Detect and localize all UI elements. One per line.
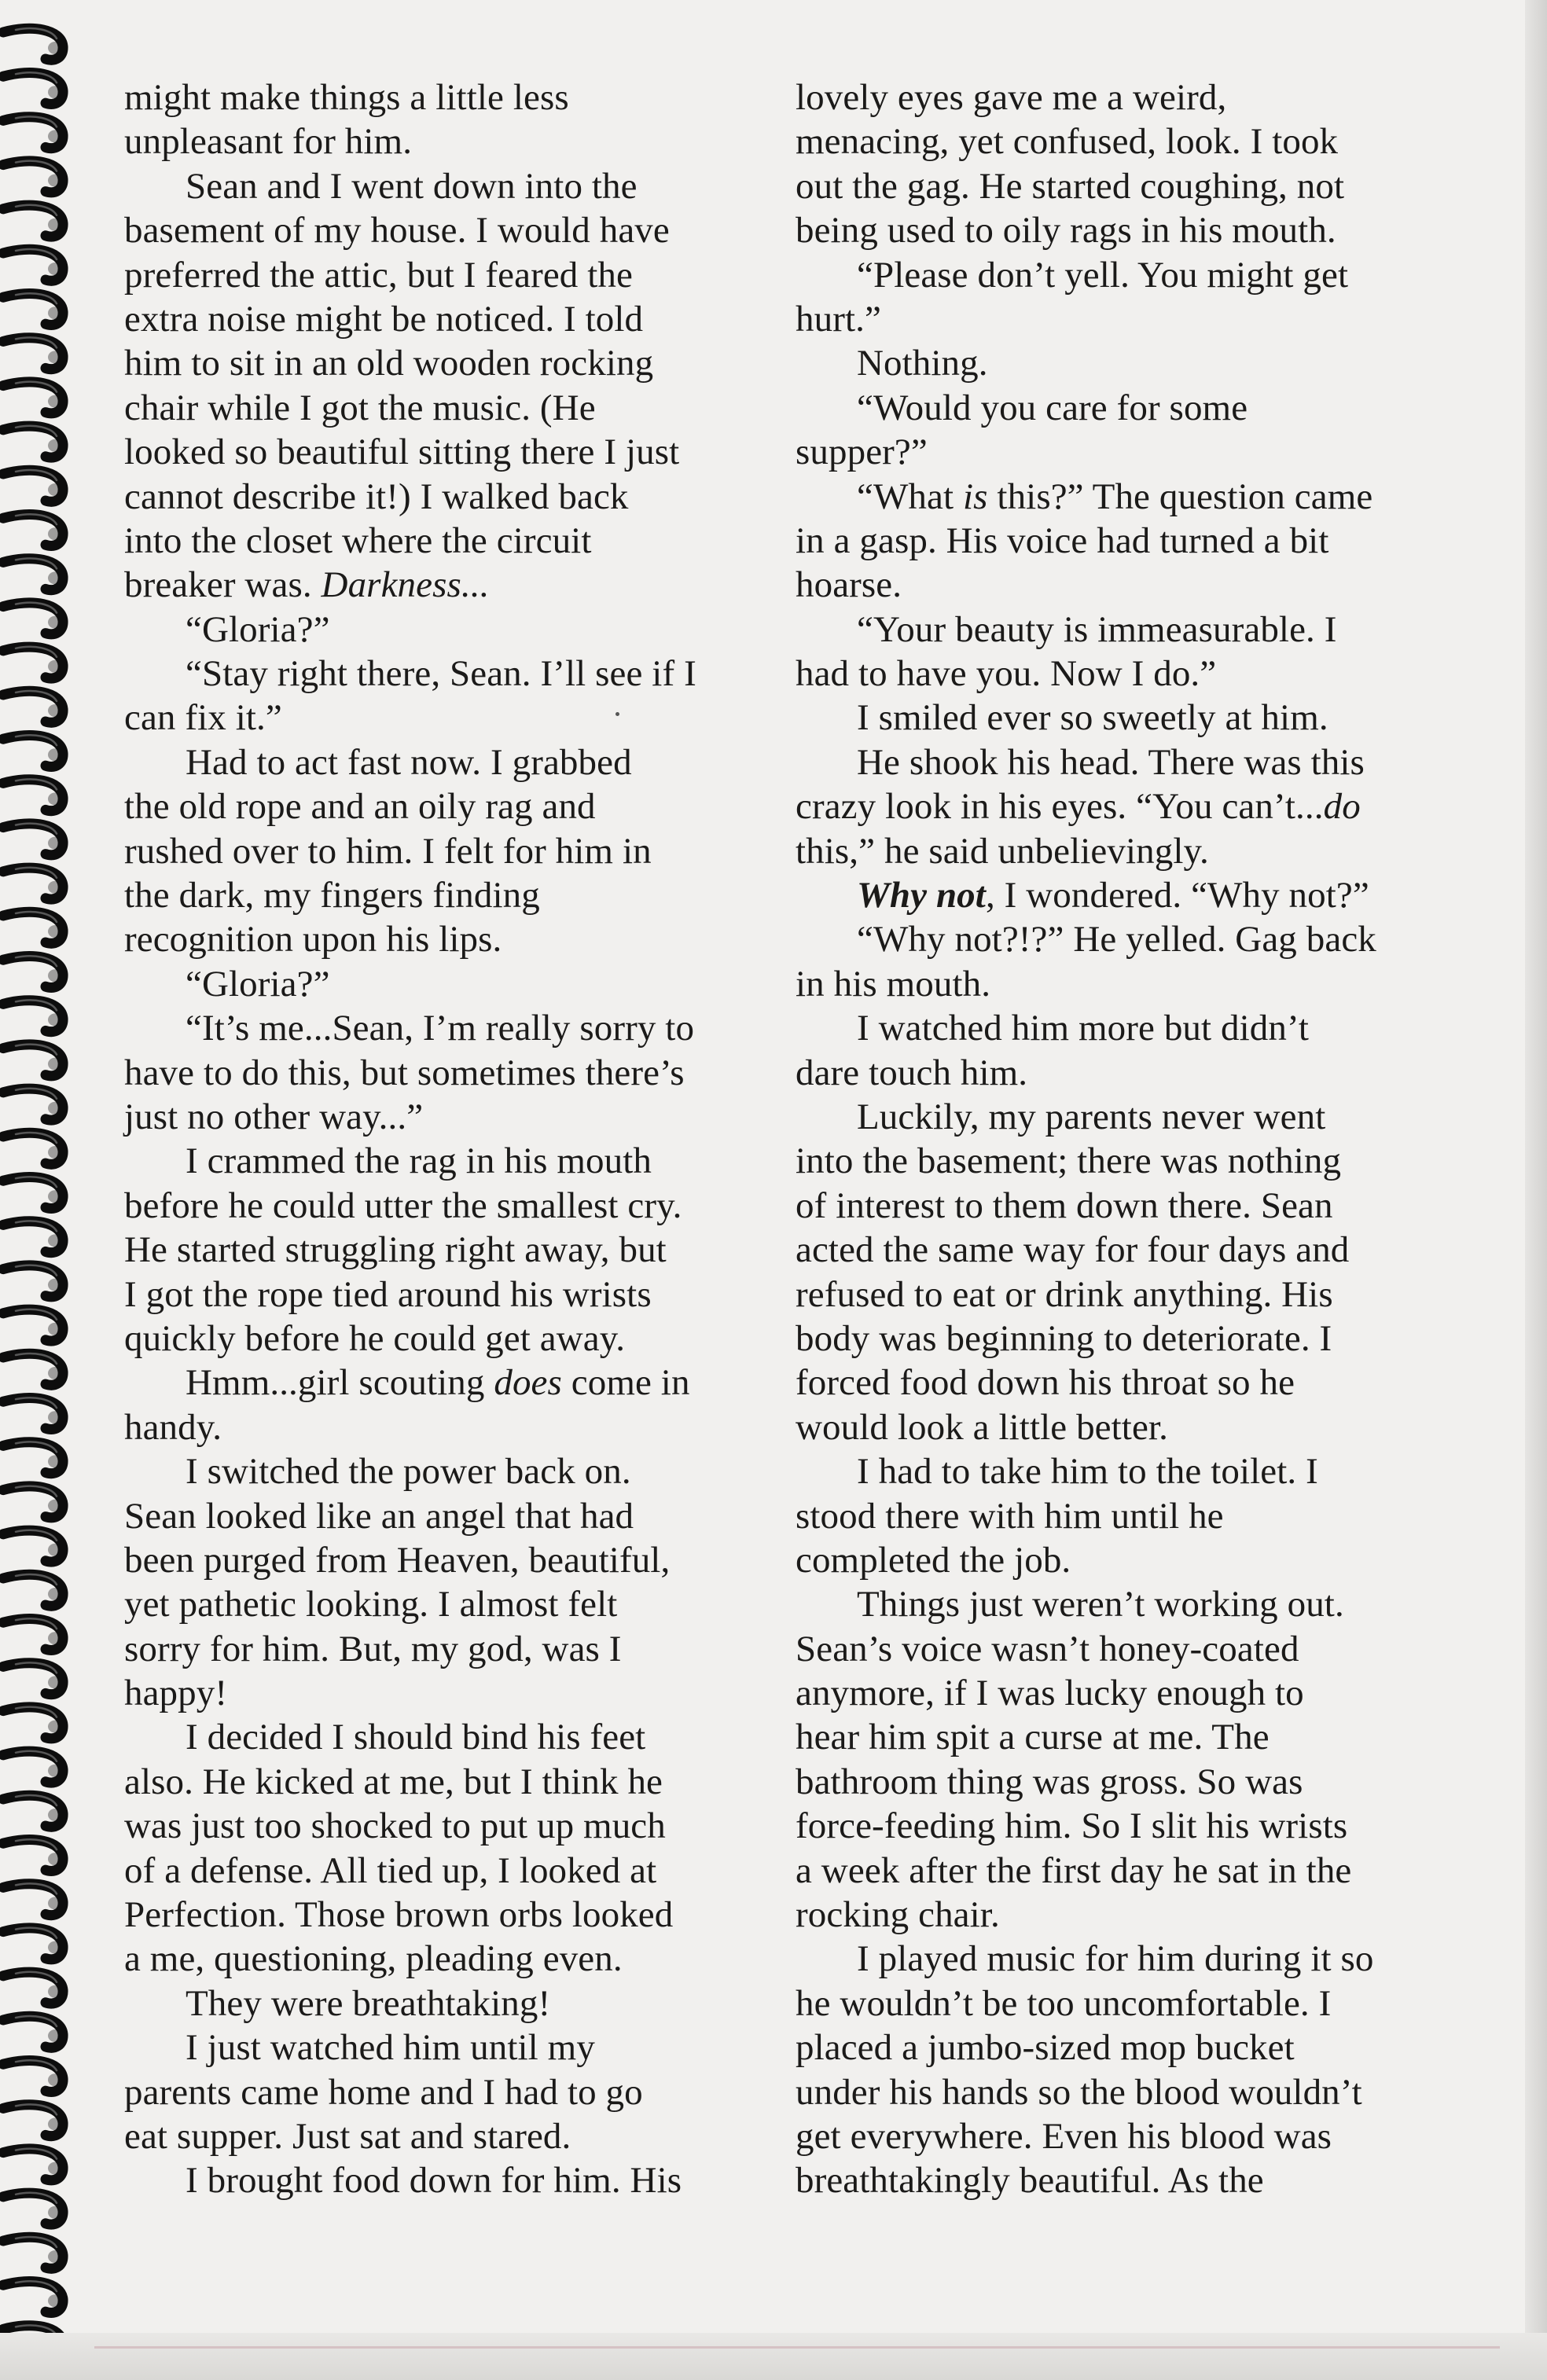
text-line <box>124 341 777 385</box>
text-line <box>124 652 777 696</box>
text-line <box>124 1715 777 1759</box>
text-segment: breaker was. <box>124 564 322 606</box>
text-line <box>796 1405 1472 1449</box>
binding-coil <box>3 2237 63 2268</box>
binding-coil <box>3 1442 63 1473</box>
text-line <box>124 1006 777 1050</box>
text-line <box>796 563 1472 607</box>
binding-coil <box>3 470 63 501</box>
text-segment: eat supper. Just sat and stared. <box>124 2115 571 2157</box>
binding-coil <box>3 1972 63 2004</box>
binding-coil <box>3 72 63 104</box>
text-line <box>796 519 1472 563</box>
binding-coil <box>3 1839 63 1871</box>
text-segment: sorry for him. But, my god, was I <box>124 1628 622 1669</box>
text-line <box>124 386 777 430</box>
text-segment: “Why not?!?” He yelled. Gag back <box>857 919 1376 960</box>
text-line <box>124 1449 777 1493</box>
text-segment: being used to oily rags in his mouth. <box>796 210 1336 252</box>
text-line <box>796 652 1472 696</box>
text-line <box>124 1317 777 1361</box>
binding-coil <box>3 1928 63 1959</box>
text-segment: I just watched him until my <box>186 2027 595 2069</box>
binding-coil <box>3 647 63 678</box>
text-segment: is <box>963 476 988 517</box>
text-segment: stood there with him until he <box>796 1495 1224 1537</box>
binding-coil <box>3 28 63 60</box>
text-line <box>796 873 1472 917</box>
text-segment: I switched the power back on. <box>186 1451 631 1493</box>
text-line <box>796 1671 1472 1715</box>
text-segment: had to have you. Now I do.” <box>796 653 1217 695</box>
text-segment: parents came home and I had to go <box>124 2071 643 2113</box>
text-line <box>124 1095 777 1139</box>
text-line <box>124 119 777 163</box>
binding-coil <box>3 1662 63 1694</box>
binding-coil <box>3 1795 63 1827</box>
text-line <box>796 1494 1472 1538</box>
text-segment: extra noise might be noticed. I told <box>124 298 644 340</box>
text-line <box>124 1582 777 1626</box>
text-segment: get everywhere. Even his blood was <box>796 2115 1332 2157</box>
text-line <box>124 1538 777 1582</box>
text-line <box>124 1273 777 1317</box>
text-line <box>124 740 777 784</box>
text-line <box>124 1849 777 1893</box>
text-segment: the old rope and an oily rag and <box>124 786 596 828</box>
text-line <box>796 1051 1472 1095</box>
text-segment: “Gloria?” <box>186 608 330 650</box>
text-segment: under his hands so the blood wouldn’t <box>796 2071 1362 2113</box>
text-segment: of a defense. All tied up, I looked at <box>124 1849 657 1891</box>
binding-coil <box>3 1045 63 1076</box>
text-segment: been purged from Heaven, beautiful, <box>124 1539 671 1581</box>
text-line <box>796 1893 1472 1937</box>
binding-coil <box>3 2060 63 2092</box>
binding-coil <box>3 382 63 413</box>
text-line <box>124 1893 777 1937</box>
text-segment: recognition upon his lips. <box>124 919 502 960</box>
text-segment: “Stay right there, Sean. I’ll see if I <box>186 653 696 695</box>
text-segment: Had to act fast now. I grabbed <box>186 741 632 783</box>
paper-speck <box>615 712 619 716</box>
text-line <box>796 475 1472 519</box>
binding-coil <box>3 1707 63 1739</box>
text-line <box>124 873 777 917</box>
text-segment: I watched him more but didn’t <box>857 1008 1310 1049</box>
text-line <box>796 2158 1472 2202</box>
text-line <box>796 1006 1472 1050</box>
binding-coil <box>3 205 63 237</box>
binding-coil <box>3 2281 63 2312</box>
text-segment: in a gasp. His voice had turned a bit <box>796 520 1329 561</box>
text-line <box>124 1494 777 1538</box>
text-line <box>796 386 1472 430</box>
binding-coil <box>3 293 63 325</box>
text-line <box>796 1317 1472 1361</box>
text-line <box>124 1361 777 1405</box>
text-segment: Sean and I went down into the <box>186 165 638 207</box>
text-line <box>796 1361 1472 1405</box>
binding-coil <box>3 514 63 545</box>
text-segment: lovely eyes gave me a weird, <box>796 77 1227 118</box>
text-line <box>796 1184 1472 1228</box>
page-bottom-edge <box>0 2333 1547 2380</box>
binding-coil <box>3 1574 63 1606</box>
binding-coil <box>3 2193 63 2224</box>
text-segment: hoarse. <box>796 564 902 606</box>
text-line <box>124 962 777 1006</box>
text-line <box>796 2070 1472 2114</box>
text-line <box>796 1139 1472 1183</box>
text-segment: quickly before he could get away. <box>124 1317 626 1359</box>
text-line <box>796 1095 1472 1139</box>
text-segment: I got the rope tied around his wrists <box>124 1273 652 1315</box>
binding-coil <box>3 1618 63 1650</box>
text-segment: was just too shocked to put up much <box>124 1805 666 1847</box>
text-line <box>796 1627 1472 1671</box>
text-line <box>124 208 777 252</box>
binding-coil <box>3 1221 63 1252</box>
binding-coil <box>3 1751 63 1783</box>
text-segment: can fix it.” <box>124 697 282 739</box>
text-line <box>124 430 777 474</box>
text-segment: crazy look in his eyes. “You can’t... <box>796 786 1324 828</box>
text-segment: Darkness... <box>321 564 490 606</box>
text-segment: I played music for him during it so <box>857 1938 1374 1980</box>
text-segment: Luckily, my parents never went <box>857 1096 1326 1137</box>
text-line <box>124 563 777 607</box>
binding-coil <box>3 249 63 281</box>
text-line <box>796 2026 1472 2070</box>
text-segment: the dark, my fingers finding <box>124 875 540 916</box>
text-segment: also. He kicked at me, but I think he <box>124 1761 663 1802</box>
text-line <box>796 1228 1472 1272</box>
binding-coil <box>3 1353 63 1385</box>
binding-coil <box>3 1000 63 1031</box>
text-line <box>796 341 1472 385</box>
text-segment: into the basement; there was nothing <box>796 1140 1342 1182</box>
text-line <box>124 1981 777 2026</box>
text-line <box>124 475 777 519</box>
text-segment: happy! <box>124 1673 228 1714</box>
text-segment: before he could utter the smallest cry. <box>124 1184 682 1226</box>
text-segment: force-feeding him. So I slit his wrists <box>796 1805 1348 1847</box>
text-segment: He shook his head. There was this <box>857 741 1365 783</box>
text-segment: a me, questioning, pleading even. <box>124 1938 623 1980</box>
text-segment: would look a little better. <box>796 1406 1168 1448</box>
text-line <box>124 2158 777 2202</box>
text-line <box>796 1273 1472 1317</box>
text-segment: Nothing. <box>857 343 988 384</box>
text-line <box>796 962 1472 1006</box>
text-segment: I brought food down for him. His <box>186 2160 682 2202</box>
text-segment: They were breathtaking! <box>186 1982 551 2024</box>
text-segment: completed the job. <box>796 1539 1071 1581</box>
text-line <box>796 1582 1472 1626</box>
text-segment: come in <box>561 1362 690 1404</box>
text-segment: chair while I got the music. (He <box>124 387 596 428</box>
text-segment: in his mouth. <box>796 963 991 1005</box>
text-line <box>124 1228 777 1272</box>
text-segment: does <box>494 1362 562 1404</box>
text-segment: bathroom thing was gross. So was <box>796 1761 1303 1802</box>
text-segment: “It’s me...Sean, I’m really sorry to <box>186 1008 695 1049</box>
text-line <box>124 1671 777 1715</box>
text-segment: this?” The question came <box>987 476 1373 517</box>
binding-coil <box>3 956 63 987</box>
text-segment: looked so beautiful sitting there I just <box>124 432 680 473</box>
text-segment: do <box>1323 786 1361 828</box>
binding-coil <box>3 1177 63 1208</box>
binding-coil <box>3 1486 63 1518</box>
binding-coil <box>3 558 63 589</box>
text-segment: I decided I should bind his feet <box>186 1717 646 1758</box>
page-edge-shadow <box>1525 0 1547 2380</box>
text-line <box>796 829 1472 873</box>
text-segment: “What <box>857 476 963 517</box>
text-line <box>796 1715 1472 1759</box>
text-line <box>796 253 1472 297</box>
binding-coil <box>3 337 63 369</box>
text-segment: Perfection. Those brown orbs looked <box>124 1894 674 1936</box>
text-line <box>124 2026 777 2070</box>
text-line <box>796 208 1472 252</box>
text-segment: dare touch him. <box>796 1052 1028 1093</box>
spiral-coil-icon <box>0 0 102 2380</box>
binding-coil <box>3 116 63 148</box>
text-segment: cannot describe it!) I walked back <box>124 476 629 517</box>
binding-coil <box>3 426 63 457</box>
text-line <box>124 1804 777 1848</box>
text-line <box>796 119 1472 163</box>
binding-coil <box>3 2149 63 2180</box>
text-line <box>796 75 1472 119</box>
text-segment: , I wondered. “Why not?” <box>985 875 1369 916</box>
binding-coil <box>3 2016 63 2048</box>
spiral-binding-icon <box>0 0 102 2380</box>
text-line <box>796 1760 1472 1804</box>
text-line <box>124 297 777 341</box>
text-segment: a week after the first day he sat in the <box>796 1849 1352 1891</box>
text-line <box>124 1405 777 1449</box>
binding-coil <box>3 1309 63 1341</box>
text-line <box>796 1981 1472 2026</box>
text-line <box>796 608 1472 652</box>
text-line <box>796 1538 1472 1582</box>
binding-coil <box>3 2104 63 2136</box>
text-line <box>796 430 1472 474</box>
text-segment: Sean’s voice wasn’t honey-coated <box>796 1628 1299 1669</box>
text-segment: of interest to them down there. Sean <box>796 1184 1333 1226</box>
text-segment: Sean looked like an angel that had <box>124 1495 634 1537</box>
text-segment: acted the same way for four days and <box>796 1229 1350 1271</box>
text-segment: this,” he said unbelievingly. <box>796 830 1209 872</box>
text-line <box>796 1849 1472 1893</box>
text-segment: “Please don’t yell. You might get <box>857 254 1349 296</box>
text-line <box>124 164 777 208</box>
text-line <box>796 917 1472 961</box>
text-segment: basement of my house. I would have <box>124 210 670 252</box>
text-segment: forced food down his throat so he <box>796 1362 1295 1404</box>
text-line <box>124 1760 777 1804</box>
binding-coil <box>3 735 63 766</box>
text-segment: him to sit in an old wooden rocking <box>124 343 654 384</box>
text-line <box>796 1804 1472 1848</box>
text-segment: breathtakingly beautiful. As the <box>796 2160 1264 2202</box>
text-segment: Why not <box>857 875 986 916</box>
text-line <box>796 297 1472 341</box>
binding-coil <box>3 868 63 899</box>
text-line <box>124 1627 777 1671</box>
binding-coil <box>3 1265 63 1297</box>
binding-coil <box>3 161 63 193</box>
text-segment: just no other way...” <box>124 1096 424 1137</box>
binding-coil <box>3 779 63 810</box>
text-segment: rushed over to him. I felt for him in <box>124 830 652 872</box>
text-segment: Things just weren’t working out. <box>857 1584 1344 1625</box>
binding-coil <box>3 912 63 943</box>
text-line <box>796 740 1472 784</box>
text-segment: refused to eat or drink anything. His <box>796 1273 1333 1315</box>
right-text-column <box>796 75 1472 2203</box>
binding-coil <box>3 1398 63 1429</box>
text-line <box>124 917 777 961</box>
text-line <box>124 696 777 740</box>
binding-coil <box>3 824 63 855</box>
text-line <box>124 253 777 297</box>
text-segment: have to do this, but sometimes there’s <box>124 1052 685 1093</box>
text-line <box>124 2114 777 2158</box>
text-segment: hurt.” <box>796 298 881 340</box>
binding-coil <box>3 1133 63 1164</box>
text-segment: I smiled ever so sweetly at him. <box>857 697 1328 739</box>
text-line <box>796 1937 1472 1981</box>
text-segment: handy. <box>124 1406 222 1448</box>
text-segment: might make things a little less <box>124 77 569 118</box>
binding-coil <box>3 1883 63 1915</box>
text-segment: I crammed the rag in his mouth <box>186 1140 652 1182</box>
text-line <box>124 1937 777 1981</box>
text-segment: I had to take him to the toilet. I <box>857 1451 1318 1493</box>
text-line <box>124 519 777 563</box>
binding-coil <box>3 1089 63 1120</box>
text-line <box>124 608 777 652</box>
text-segment: menacing, yet confused, look. I took <box>796 121 1339 163</box>
text-line <box>124 829 777 873</box>
text-segment: he wouldn’t be too uncomfortable. I <box>796 1982 1332 2024</box>
page-underlayer-edge <box>94 2346 1500 2349</box>
text-line <box>796 784 1472 828</box>
text-segment: “Would you care for some <box>857 387 1248 428</box>
text-segment: out the gag. He started coughing, not <box>796 165 1345 207</box>
text-line <box>124 1184 777 1228</box>
text-segment: preferred the attic, but I feared the <box>124 254 633 296</box>
text-line <box>124 784 777 828</box>
text-segment: body was beginning to deteriorate. I <box>796 1317 1332 1359</box>
text-segment: unpleasant for him. <box>124 121 413 163</box>
left-text-column <box>124 75 777 2203</box>
text-segment: supper?” <box>796 432 928 473</box>
text-line <box>124 1139 777 1183</box>
text-segment: yet pathetic looking. I almost felt <box>124 1584 618 1625</box>
text-segment: placed a jumbo-sized mop bucket <box>796 2027 1295 2069</box>
text-line <box>796 2114 1472 2158</box>
binding-coil <box>3 691 63 722</box>
text-segment: anymore, if I was lucky enough to <box>796 1673 1304 1714</box>
text-line <box>796 164 1472 208</box>
text-line <box>796 1449 1472 1493</box>
text-line <box>124 1051 777 1095</box>
binding-coil <box>3 603 63 634</box>
text-segment: into the closet where the circuit <box>124 520 592 561</box>
text-line <box>124 2070 777 2114</box>
text-segment: “Gloria?” <box>186 963 330 1005</box>
text-segment: He started struggling right away, but <box>124 1229 667 1271</box>
text-segment: Hmm...girl scouting <box>186 1362 494 1404</box>
binding-coil <box>3 1530 63 1562</box>
text-line <box>124 75 777 119</box>
text-line <box>796 696 1472 740</box>
text-segment: “Your beauty is immeasurable. I <box>857 608 1337 650</box>
text-segment: hear him spit a curse at me. The <box>796 1717 1270 1758</box>
text-segment: rocking chair. <box>796 1894 1000 1936</box>
